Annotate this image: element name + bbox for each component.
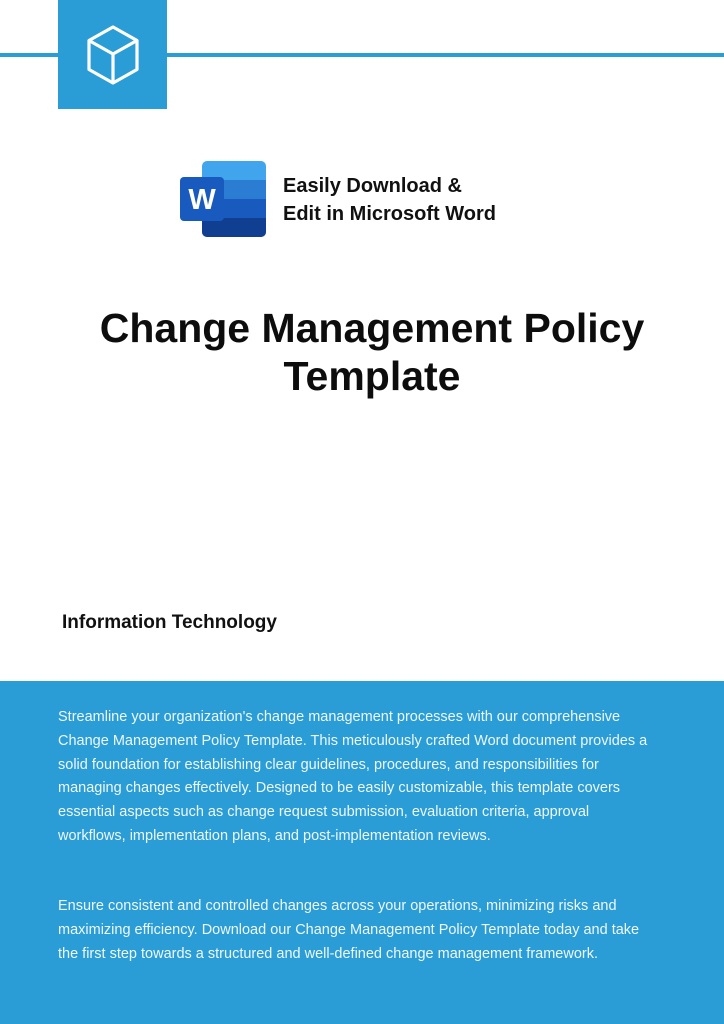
download-note-line2: Edit in Microsoft Word — [283, 203, 496, 225]
brand-logo[interactable] — [58, 0, 167, 109]
svg-text:W: W — [188, 184, 216, 216]
microsoft-word-icon — [180, 160, 266, 238]
page-title-line1: Change Management Policy — [99, 305, 645, 351]
word-badge — [180, 160, 266, 238]
description-paragraph-1: Streamline your organization's change management processes with our comprehensive Change Management Policy Template. This meticulously crafted Word document provides a solid foundation for establishing clear guidelines, procedures, and responsibilities for managing changes effectively. Designed to be easily customizable, this template covers essential aspects such as change request submission, evaluation criteria, approval workflows, implementation plans, and post-implementation reviews. — [58, 709, 648, 844]
download-note — [283, 172, 603, 228]
category-label: Information Technology — [62, 612, 277, 633]
page-title-line2: Template — [283, 353, 461, 399]
cube-outline-icon — [85, 24, 141, 86]
download-note-line1: Easily Download & — [283, 175, 462, 197]
page-title — [40, 304, 704, 400]
description-paragraph-2: Ensure consistent and controlled changes across your operations, minimizing risks and maximizing efficiency. Download our Change Management Policy Template today and take the first step towards a structured and well-defined change management framework. — [58, 898, 640, 962]
